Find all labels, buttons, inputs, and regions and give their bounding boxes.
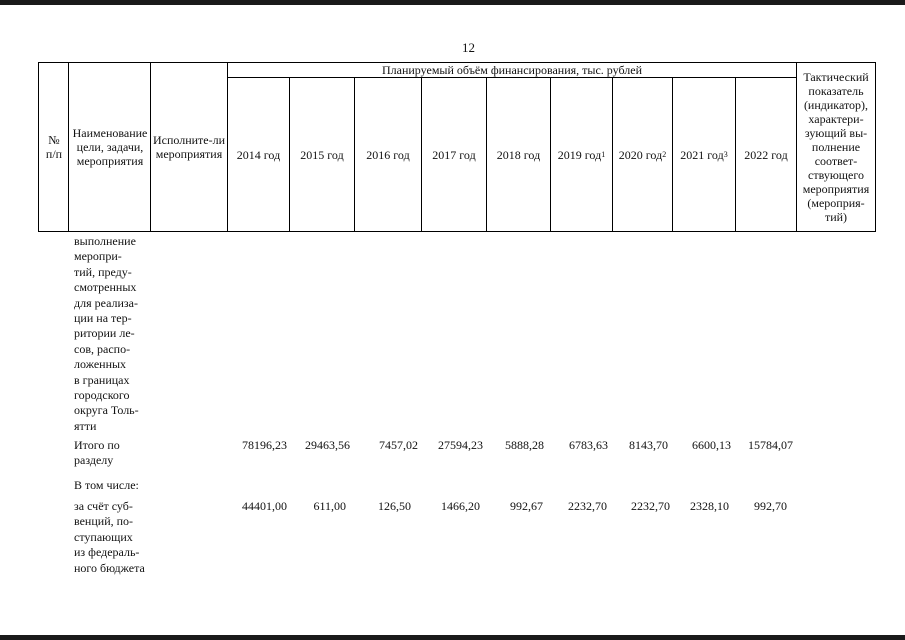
header-year-2020: 2020 год 2 — [618, 148, 667, 162]
including-label: В том числе: — [74, 478, 139, 492]
total-2017: 27594,23 — [438, 438, 483, 452]
header-year-2022: 2022 год — [744, 148, 788, 162]
header-col-executor: Исполните-ли мероприятия — [152, 133, 226, 161]
federal-2017: 1466,20 — [441, 499, 480, 513]
federal-2022: 992,70 — [754, 499, 787, 513]
federal-label: за счёт суб- венций, по- ступающих из федераль- ного бюджета — [74, 499, 145, 575]
header-year-2018: 2018 год — [496, 148, 541, 162]
total-2014: 78196,23 — [242, 438, 287, 452]
header-year-2014: 2014 год — [236, 148, 281, 162]
header-col-number: № п/п — [45, 133, 63, 161]
federal-2019: 2232,70 — [568, 499, 607, 513]
federal-2018: 992,67 — [510, 499, 543, 513]
total-2015: 29463,56 — [305, 438, 350, 452]
table-header — [38, 62, 876, 232]
total-2020: 8143,70 — [629, 438, 668, 452]
bottom-border-rule — [0, 635, 905, 640]
continuation-text: выполнение меропри- тий, преду- смотренных для реализа- ции на тер- ритории ле- сов, распо- ложенных в границах городского округа Толь- ятти — [74, 234, 139, 433]
header-year-2019: 2019 год 1 — [557, 148, 606, 162]
header-funding-title: Планируемый объём финансирования, тыс. рублей — [381, 62, 642, 77]
total-2016: 7457,02 — [379, 438, 418, 452]
page-number: 12 — [462, 40, 475, 55]
top-border-rule — [0, 0, 905, 5]
total-2022: 15784,07 — [748, 438, 793, 452]
total-2019: 6783,63 — [569, 438, 608, 452]
table-body — [38, 232, 876, 632]
header-year-2015: 2015 год — [300, 148, 344, 162]
federal-2021: 2328,10 — [690, 499, 729, 513]
header-year-2017: 2017 год — [432, 148, 476, 162]
total-label: Итого по разделу — [74, 438, 120, 468]
header-col-name: Наименование цели, задачи, мероприятия — [72, 126, 148, 168]
federal-2014: 44401,00 — [242, 499, 287, 513]
federal-2020: 2232,70 — [631, 499, 670, 513]
total-2021: 6600,13 — [692, 438, 731, 452]
header-year-2016: 2016 год — [366, 148, 410, 162]
header-year-2021: 2021 год 3 — [680, 148, 728, 162]
header-col-indicator: Тактический показатель (индикатор), характери-зующий вы-полнение соответ-ствующего мероприятия (мероприя-тий) — [802, 70, 870, 224]
federal-2016: 126,50 — [378, 499, 411, 513]
total-2018: 5888,28 — [505, 438, 544, 452]
federal-2015: 611,00 — [313, 499, 346, 513]
